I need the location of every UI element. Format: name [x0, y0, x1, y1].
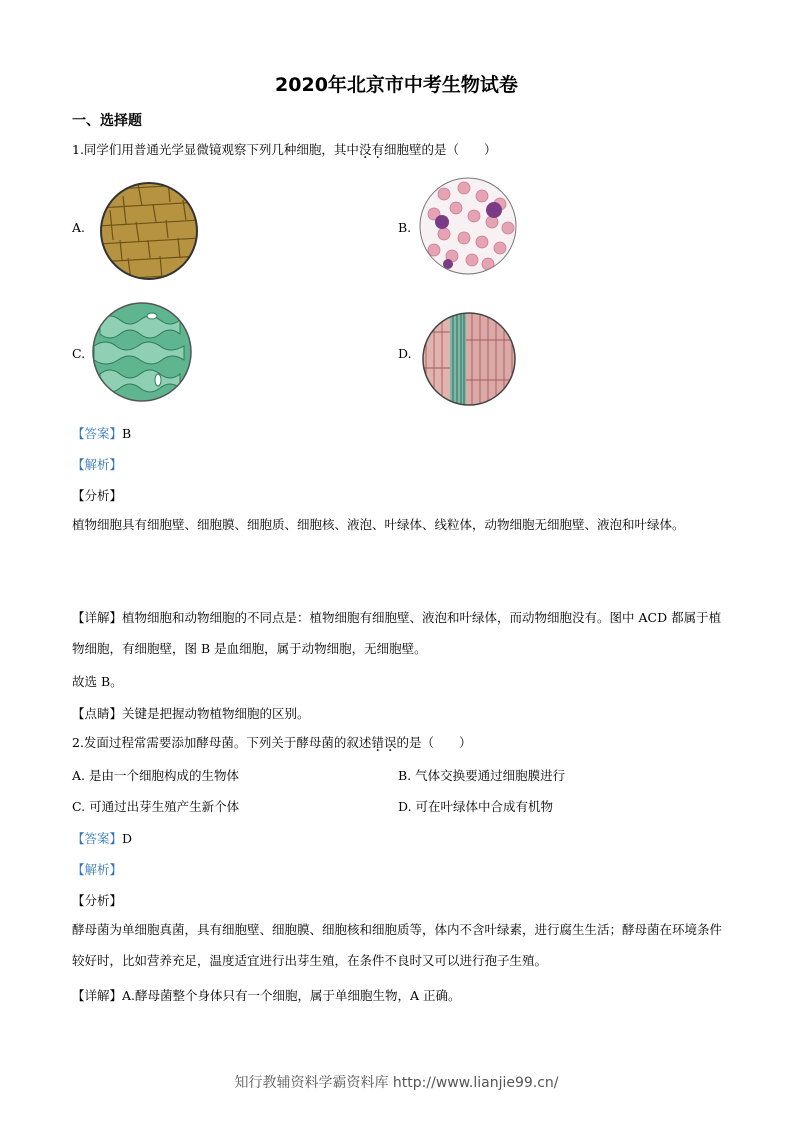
page-title: 2020年北京市中考生物试卷: [275, 74, 518, 96]
emphasis-mark: 有: [371, 142, 384, 157]
q1-answer: 【答案】B: [72, 426, 132, 441]
q2-detail: 【详解】A.酵母菌整个身体只有一个细胞，属于单细胞生物，A 正确。: [72, 988, 461, 1003]
q2-answer: 【答案】D: [72, 831, 133, 846]
q2-option-c: C. 可通过出芽生殖产生新个体: [72, 799, 240, 814]
q1-option-b-label: B.: [398, 220, 412, 235]
q2-option-d: D. 可在叶绿体中合成有机物: [398, 799, 554, 814]
q2-analysis: 酵母菌为单细胞真菌，具有细胞壁、细胞膜、细胞核和细胞质等，体内不含叶绿素，进行腐生生活；酵母菌在环境条件较好时，比如营养充足，温度适宜进行出芽生殖，在条件不良时又可以进行孢子生殖。: [72, 922, 723, 968]
emphasis-mark: 误: [383, 735, 397, 750]
onion-cell-image: [98, 180, 200, 282]
section-heading: 一、选择题: [72, 113, 142, 129]
emphasis-mark: 错: [371, 735, 384, 750]
q1-option-a-label: A.: [72, 220, 86, 235]
q2-option-a: A. 是由一个细胞构成的生物体: [72, 768, 239, 783]
q1-stem: 1.同学们用普通光学显微镜观察下列几种细胞，其中没有细胞壁的是（ ）: [72, 142, 497, 157]
q2-analysis-tag: 【分析】: [72, 893, 123, 908]
q2-stem: 2.发面过程常需要添加酵母菌。下列关于酵母菌的叙述错误的是（ ）: [72, 735, 472, 750]
q1-analysis: 植物细胞具有细胞壁、细胞膜、细胞质、细胞核、液泡、叶绿体、线粒体，动物细胞无细胞壁、液泡和叶绿体。: [72, 517, 685, 532]
q1-tip: 【点睛】关键是把握动物植物细胞的区别。: [72, 706, 310, 721]
q1-explain-tag: 【解析】: [72, 457, 123, 472]
q1-option-d-label: D.: [398, 346, 412, 361]
q1-option-c-label: C.: [72, 346, 86, 361]
emphasis-mark: 没: [358, 142, 372, 157]
q1-choose: 故选 B。: [72, 674, 123, 689]
footer-link[interactable]: 知行教辅资料学霸资料库 http://www.lianjie99.cn/: [234, 1075, 559, 1091]
q2-option-b: B. 气体交换要通过细胞膜进行: [398, 768, 566, 783]
q2-explain-tag: 【解析】: [72, 862, 123, 877]
q1-analysis-tag: 【分析】: [72, 488, 123, 503]
leaf-epidermis-image: [90, 300, 194, 404]
q1-detail: 【详解】植物细胞和动物细胞的不同点是：植物细胞有细胞壁、液泡和叶绿体，而动物细胞没有。图中 ACD 都属于植物细胞，有细胞壁，图 B 是血细胞，属于动物细胞，无细胞壁。: [72, 610, 722, 656]
blood-cell-image: [416, 176, 520, 280]
plant-tissue-image: [420, 310, 518, 408]
